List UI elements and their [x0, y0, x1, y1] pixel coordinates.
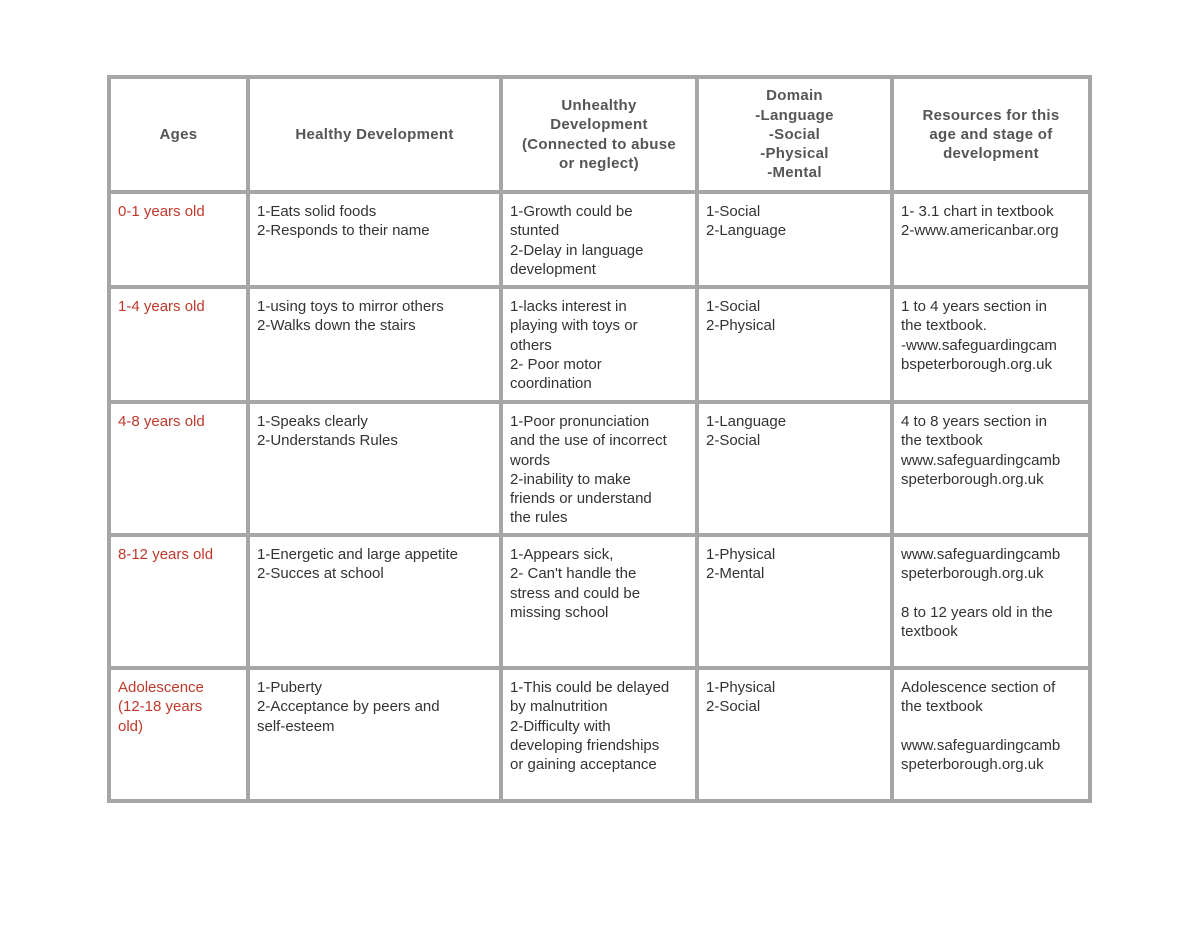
domain-cell: 1-Physical 2-Mental — [697, 535, 892, 668]
healthy-cell: 1-Puberty 2-Acceptance by peers and self-esteem — [248, 668, 501, 801]
unhealthy-cell: 1-Appears sick, 2- Can't handle the stress and could be missing school — [501, 535, 697, 668]
unhealthy-cell: 1-lacks interest in playing with toys or others 2- Poor motor coordination — [501, 287, 697, 402]
domain-cell: 1-Language 2-Social — [697, 402, 892, 535]
table-row — [109, 668, 1090, 801]
domain-cell: 1-Social 2-Language — [697, 192, 892, 287]
healthy-cell: 1-Eats solid foods 2-Responds to their name — [248, 192, 501, 287]
table-row — [109, 192, 1090, 287]
table-row — [109, 535, 1090, 668]
header-row — [109, 77, 1090, 192]
age-cell: Adolescence (12-18 years old) — [109, 668, 248, 801]
header-ages: Ages — [109, 77, 248, 192]
header-domain: Domain -Language -Social -Physical -Mental — [697, 77, 892, 192]
unhealthy-cell: 1-Poor pronunciation and the use of incorrect words 2-inability to make friends or understand the rules — [501, 402, 697, 535]
table-row — [109, 287, 1090, 402]
resources-cell: Adolescence section of the textbook www.safeguardingcamb speterborough.org.uk — [892, 668, 1090, 801]
development-table — [107, 75, 1092, 803]
age-cell: 1-4 years old — [109, 287, 248, 402]
age-cell: 0-1 years old — [109, 192, 248, 287]
domain-cell: 1-Physical 2-Social — [697, 668, 892, 801]
domain-cell: 1-Social 2-Physical — [697, 287, 892, 402]
resources-cell: 4 to 8 years section in the textbook www.safeguardingcamb speterborough.org.uk — [892, 402, 1090, 535]
unhealthy-cell: 1-Growth could be stunted 2-Delay in language development — [501, 192, 697, 287]
resources-cell: 1 to 4 years section in the textbook. -www.safeguardingcam bspeterborough.org.uk — [892, 287, 1090, 402]
table-row — [109, 402, 1090, 535]
healthy-cell: 1-Energetic and large appetite 2-Succes at school — [248, 535, 501, 668]
header-healthy-development: Healthy Development — [248, 77, 501, 192]
age-cell: 4-8 years old — [109, 402, 248, 535]
resources-cell: 1- 3.1 chart in textbook 2-www.americanbar.org — [892, 192, 1090, 287]
resources-cell: www.safeguardingcamb speterborough.org.uk 8 to 12 years old in the textbook — [892, 535, 1090, 668]
header-resources: Resources for this age and stage of development — [892, 77, 1090, 192]
unhealthy-cell: 1-This could be delayed by malnutrition 2-Difficulty with developing friendships or gaining acceptance — [501, 668, 697, 801]
healthy-cell: 1-Speaks clearly 2-Understands Rules — [248, 402, 501, 535]
header-unhealthy-development: Unhealthy Development (Connected to abuse or neglect) — [501, 77, 697, 192]
age-cell: 8-12 years old — [109, 535, 248, 668]
healthy-cell: 1-using toys to mirror others 2-Walks down the stairs — [248, 287, 501, 402]
